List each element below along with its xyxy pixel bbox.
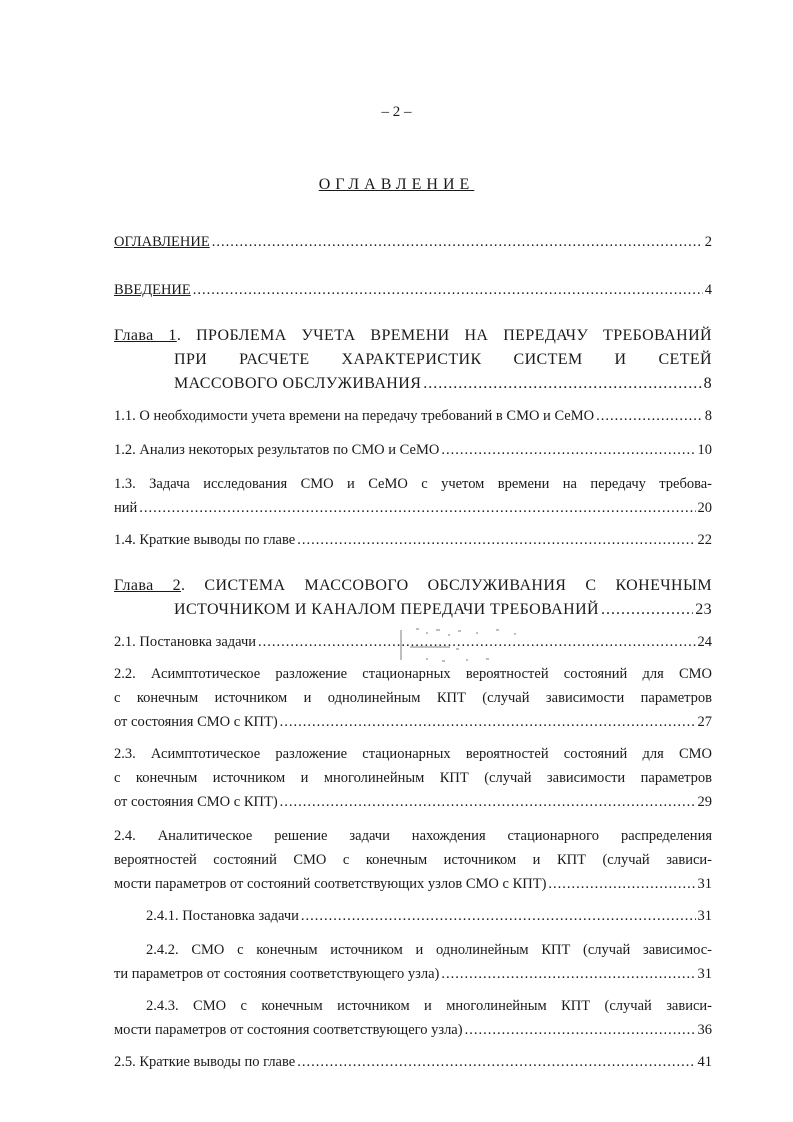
toc-entry-2-3[interactable]: 2.3. Асимптотическое разложение стационарных вероятностей состояний для СМО с конечным источником и многолинейным КПТ (случай зависимости параметров от состояния СМО с КПТ) ..... 29	[114, 742, 712, 814]
toc-entry-2-4-3[interactable]: 2.4.3. СМО с конечным источником и многолинейным КПТ (случай зависи- мости параметров от состояния соответствующего узла) ..... 36	[114, 994, 712, 1042]
toc-entry-2-4-1[interactable]: 2.4.1. Постановка задачи ..... 31	[114, 904, 712, 928]
page-number: – 2 –	[381, 104, 412, 120]
toc-entry-chapter-2[interactable]: Глава 2. СИСТЕМА МАССОВОГО ОБСЛУЖИВАНИЯ С КОНЕЧНЫМ ИСТОЧНИКОМ И КАНАЛОМ ПЕРЕДАЧИ ТРЕБОВАНИЙ ..... 23	[114, 574, 712, 622]
stamp-artifact	[396, 624, 526, 668]
toc-entry-1-1[interactable]: 1.1. О необходимости учета времени на передачу требований в СМО и СеМО ..... 8	[114, 404, 712, 428]
toc-entry-2-2[interactable]: 2.2. Асимптотическое разложение стационарных вероятностей состояний для СМО с конечным источником и однолинейным КПТ (случай зависимости параметров от состояния СМО с КПТ) ..... 27	[114, 662, 712, 734]
toc-entry-1-4[interactable]: 1.4. Краткие выводы по главе ..... 22	[114, 528, 712, 552]
toc-entry-1-3[interactable]: 1.3. Задача исследования СМО и СеМО с учетом времени на передачу требова- ний ..... 20	[114, 472, 712, 520]
toc-entry-chapter-1[interactable]: Глава 1. ПРОБЛЕМА УЧЕТА ВРЕМЕНИ НА ПЕРЕДАЧУ ТРЕБОВАНИЙ ПРИ РАСЧЕТЕ ХАРАКТЕРИСТИК СИСТЕМ И СЕТЕЙ МАССОВОГО ОБСЛУЖИВАНИЯ ..... 8	[114, 324, 712, 396]
toc-entry-1-2[interactable]: 1.2. Анализ некоторых результатов по СМО и СеМО ..... 10	[114, 438, 712, 462]
toc-entry-2-4[interactable]: 2.4. Аналитическое решение задачи нахождения стационарного распределения вероятностей состояний СМО с конечным источником и КПТ (случай зависи- мости параметров от состояний соответствующих узлов СМО с КПТ) ..... 31	[114, 824, 712, 896]
toc-entry-2-4-2[interactable]: 2.4.2. СМО с конечным источником и однолинейным КПТ (случай зависимос- ти параметров от состояния соответствующего узла) ..... 31	[114, 938, 712, 986]
toc-entry-introduction[interactable]: ВВЕДЕНИЕ ..... 4	[114, 278, 712, 302]
toc-entry-2-5[interactable]: 2.5. Краткие выводы по главе ..... 41	[114, 1050, 712, 1074]
toc-entry-contents[interactable]: ОГЛАВЛЕНИЕ ..... 2	[114, 230, 712, 254]
page-title: ОГЛАВЛЕНИЕ	[318, 176, 475, 193]
toc-entry-2-1[interactable]: 2.1. Постановка задачи ..... 24	[114, 630, 712, 654]
